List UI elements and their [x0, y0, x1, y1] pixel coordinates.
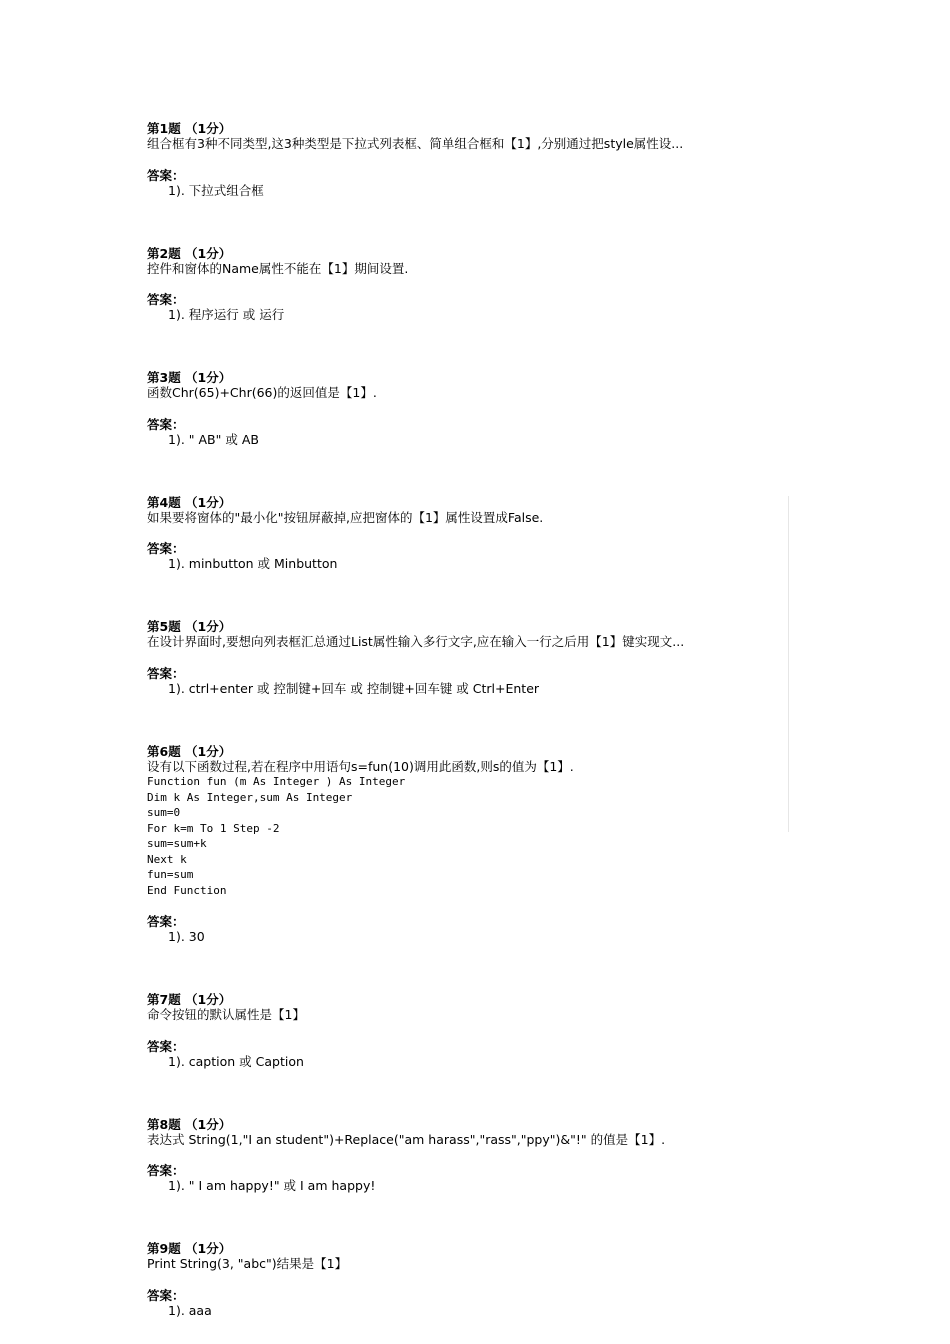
question-text: 函数Chr(65)+Chr(66)的返回值是【1】.	[147, 385, 377, 400]
answer-label: 答案：	[147, 416, 185, 432]
answer-text: 1). " I am happy!" 或 I am happy!	[168, 1178, 376, 1193]
answer-text: 1). 30	[168, 929, 205, 944]
question-title: 第5题 （1分）	[147, 619, 232, 634]
question-1	[147, 121, 807, 199]
question-6	[147, 744, 807, 946]
question-title: 第7题 （1分）	[147, 992, 232, 1007]
question-text: 设有以下函数过程,若在程序中用语句s=fun(10)调用此函数,则s的值为【1】.	[147, 758, 574, 774]
answer-label: 答案：	[147, 1038, 185, 1054]
code-line: End Function	[147, 883, 227, 897]
answer-label: 答案：	[147, 914, 185, 929]
answer-text: 1). caption 或 Caption	[168, 1053, 304, 1069]
question-5	[147, 619, 807, 697]
answer-label: 答案：	[147, 167, 185, 183]
code-line: For k=m To 1 Step -2	[147, 821, 280, 835]
question-text: Print String(3, "abc")结果是【1】	[147, 1256, 348, 1271]
answer-label: 答案：	[147, 665, 185, 681]
question-title: 第1题 （1分）	[147, 121, 232, 136]
question-3	[147, 370, 807, 448]
answer-text: 1). 程序运行 或 运行	[168, 307, 285, 322]
question-title: 第3题 （1分）	[147, 370, 232, 385]
answer-text: 1). " AB" 或 AB	[168, 431, 259, 447]
margin-divider	[788, 496, 789, 832]
question-2	[147, 246, 807, 324]
question-title: 第4题 （1分）	[147, 494, 232, 510]
exam-document	[147, 121, 807, 1319]
question-4	[147, 495, 807, 573]
code-line: fun=sum	[147, 868, 194, 881]
question-title: 第2题 （1分）	[147, 245, 232, 261]
question-8	[147, 1117, 807, 1195]
answer-label: 答案：	[147, 541, 185, 556]
answer-label: 答案：	[147, 1163, 185, 1178]
code-line: Dim k As Integer,sum As Integer	[147, 790, 353, 804]
code-line: sum=sum+k	[147, 837, 207, 850]
code-line: Next k	[147, 852, 187, 866]
question-text: 命令按钮的默认属性是【1】	[147, 1007, 305, 1022]
question-text: 组合框有3种不同类型,这3种类型是下拉式列表框、简单组合框和【1】,分别通过把style属性设...	[147, 136, 684, 151]
answer-text: 1). 下拉式组合框	[168, 182, 264, 198]
question-text: 控件和窗体的Name属性不能在【1】期间设置.	[147, 260, 409, 276]
question-text: 表达式 String(1,"I an student")+Replace("am harass","rass","ppy")&"!" 的值是【1】.	[147, 1131, 666, 1147]
question-title: 第6题 （1分）	[147, 743, 232, 759]
question-9	[147, 1241, 807, 1319]
question-title: 第9题 （1分）	[147, 1241, 232, 1256]
answer-text: 1). ctrl+enter 或 控制键+回车 或 控制键+回车键 或 Ctrl+Enter	[168, 680, 540, 696]
question-title: 第8题 （1分）	[147, 1116, 232, 1132]
code-line: sum=0	[147, 806, 181, 819]
answer-label: 答案：	[147, 1287, 185, 1303]
question-text: 在设计界面时,要想向列表框汇总通过List属性输入多行文字,应在输入一行之后用【1】键实现文...	[147, 634, 685, 649]
answer-label: 答案：	[147, 292, 185, 307]
question-7	[147, 992, 807, 1070]
answer-text: 1). minbutton 或 Minbutton	[168, 556, 338, 571]
question-text: 如果要将窗体的"最小化"按钮屏蔽掉,应把窗体的【1】属性设置成False.	[147, 509, 544, 525]
answer-text: 1). aaa	[168, 1302, 212, 1318]
code-line: Function fun (m As Integer ) As Integer	[147, 775, 406, 788]
